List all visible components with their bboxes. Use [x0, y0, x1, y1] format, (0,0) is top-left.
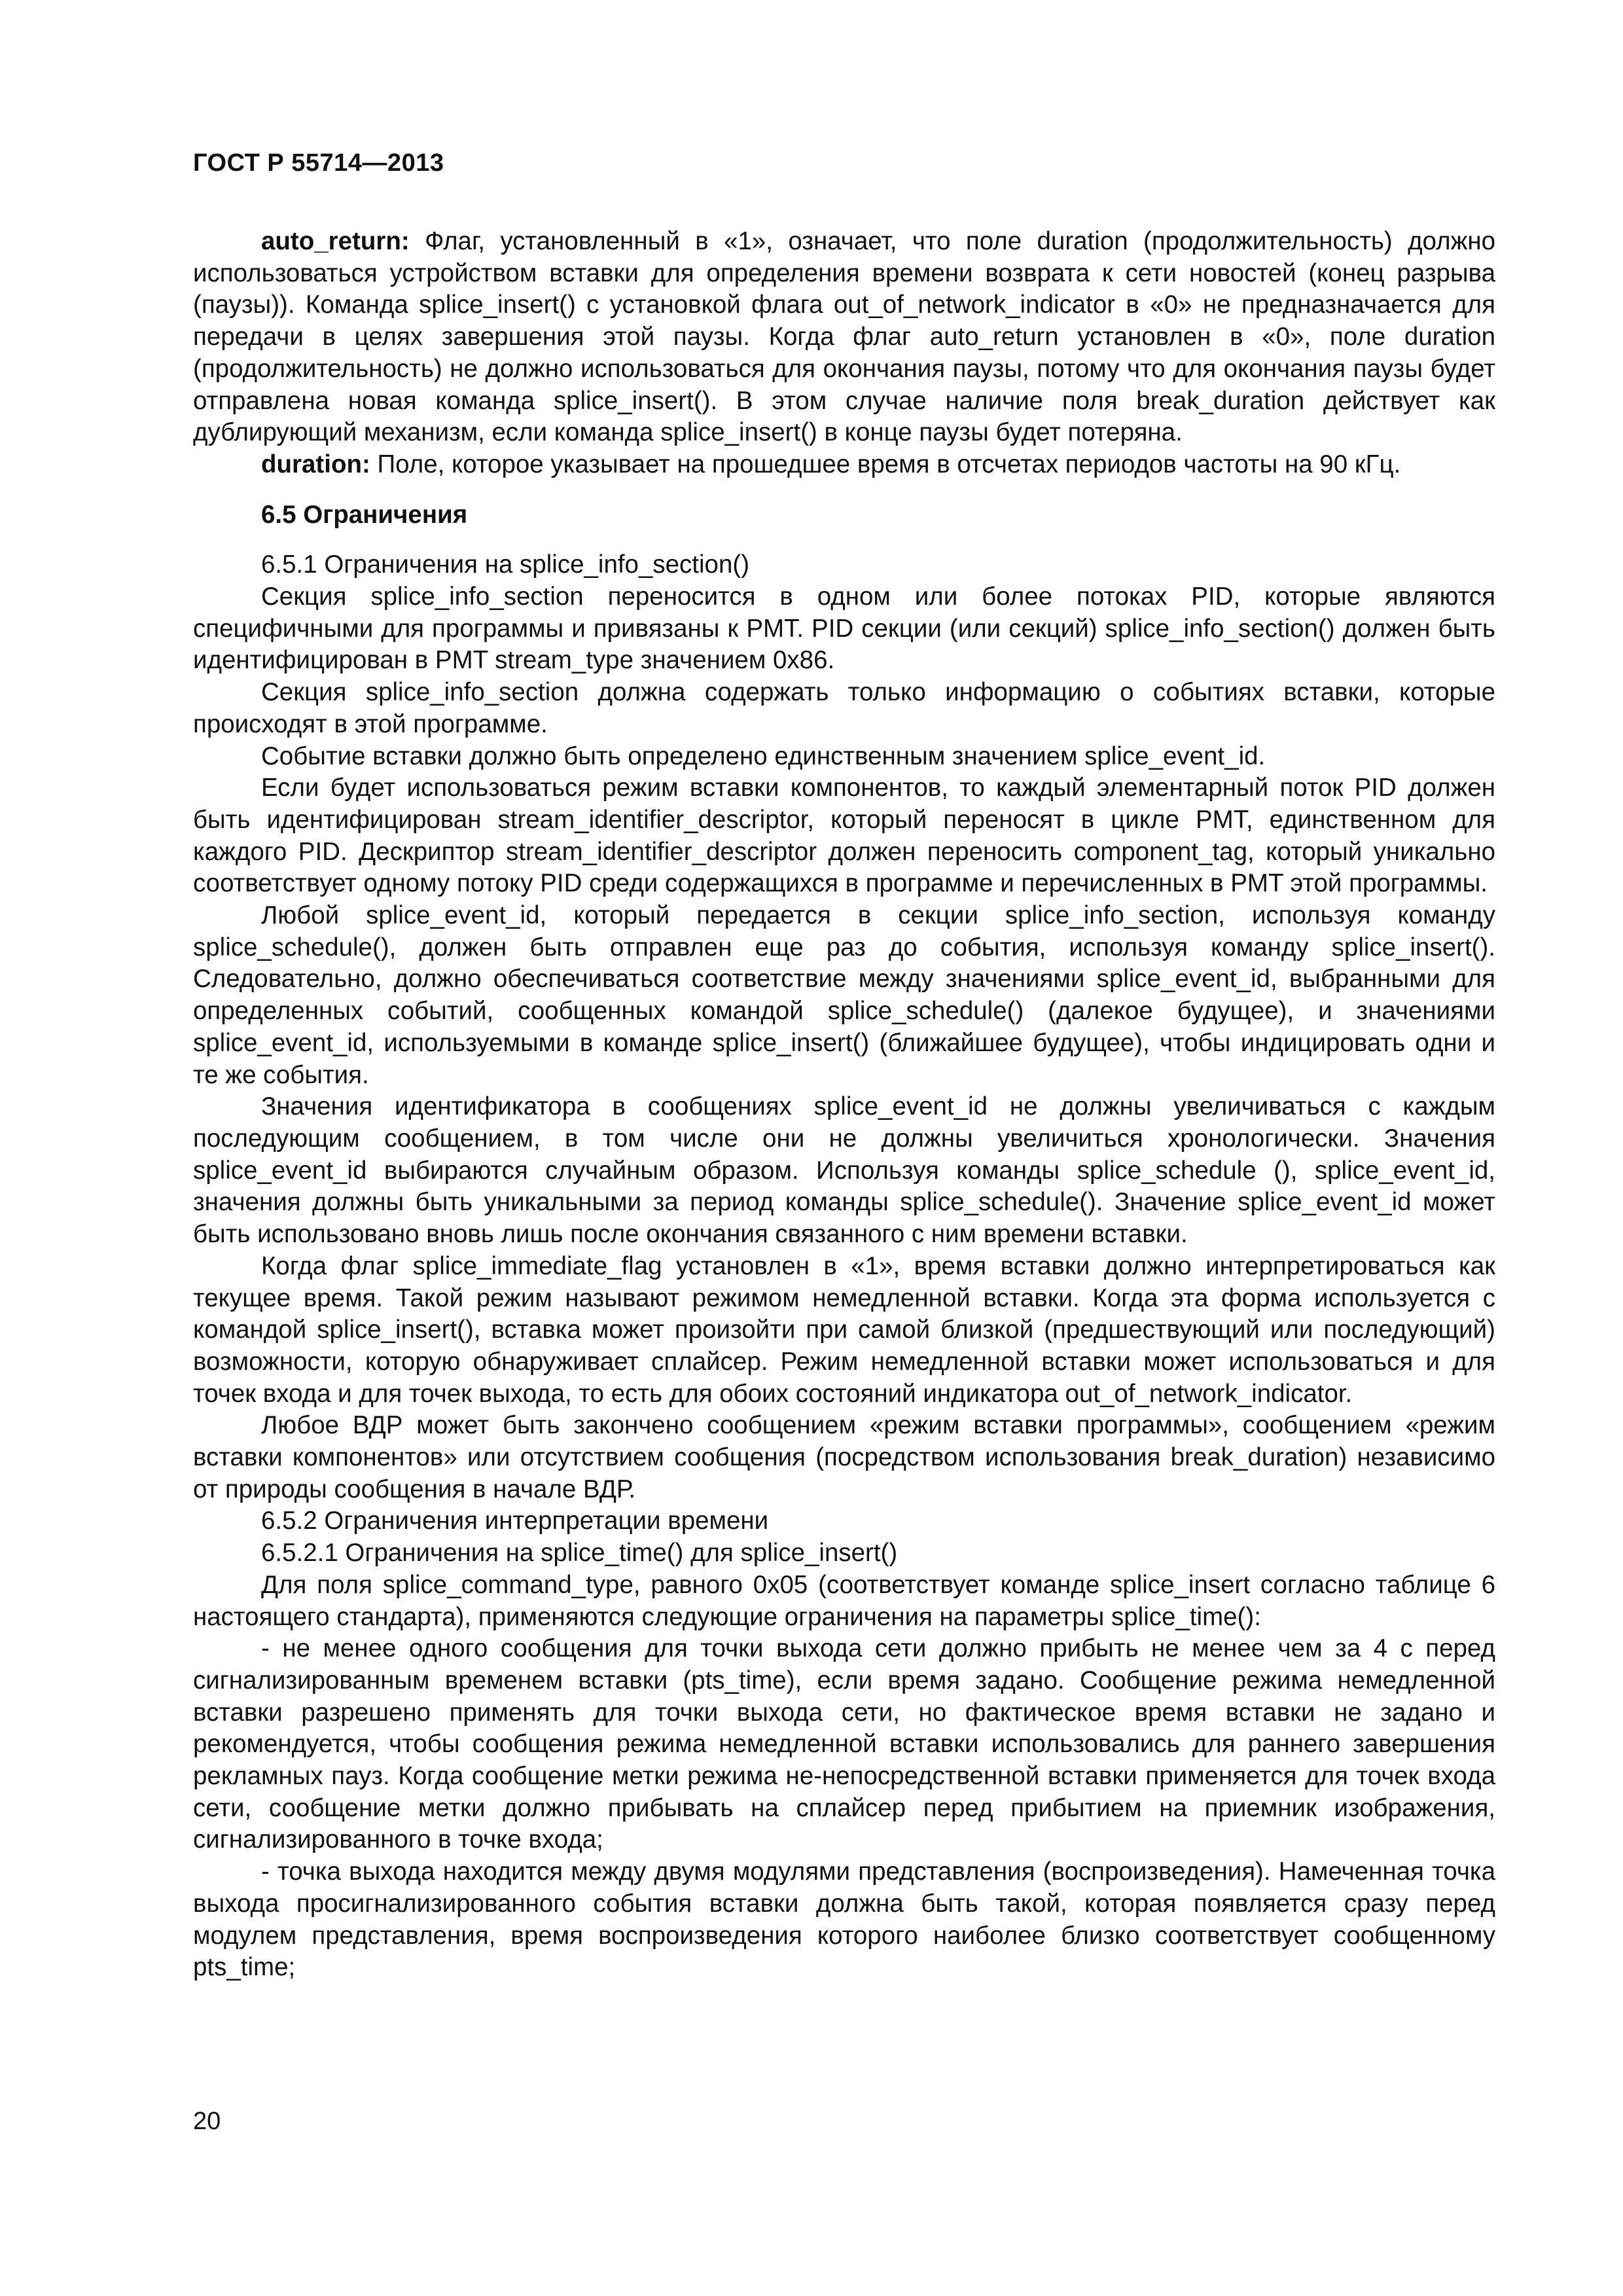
paragraph: Для поля splice_command_type, равного 0x05 (соответствует команде splice_insert согласно таблице 6 настоящего стандарта), применяются следующие ограничения на параметры splice_time():	[193, 1570, 1495, 1631]
subsection-heading: 6.5.1 Ограничения на splice_info_section()	[261, 550, 750, 579]
list-item: - точка выхода находится между двумя модулями представления (воспроизведения). Намеченная точка выхода просигнализированного события вставки должна быть такой, которая появляется сразу перед модулем представления, время воспроизведения которого наиболее близко соответствует сообщенному pts_time;	[193, 1857, 1495, 1982]
paragraph: Секция splice_info_section должна содержать только информацию о событиях вставки, которые происходят в этой программе.	[193, 678, 1495, 738]
subsection-heading: 6.5.2.1 Ограничения на splice_time() для splice_insert()	[261, 1539, 898, 1568]
paragraph: Событие вставки должно быть определено единственным значением splice_event_id.	[261, 742, 1266, 770]
document-header: ГОСТ Р 55714—2013	[193, 149, 444, 177]
paragraph: Секция splice_info_section переносится в одном или более потоках PID, которые являются специфичными для программы и привязаны к PMT. PID секции (или секций) splice_info_section() должен быть идентифицирован в PMT stream_type значением 0x86.	[193, 583, 1495, 675]
section-heading: 6.5 Ограничения	[261, 500, 468, 529]
paragraph: Значения идентификатора в сообщениях splice_event_id не должны увеличиваться с каждым последующим сообщением, в том числе они не должны увеличиться хронологически. Значения splice_event_id выбираются случайным образом. Используя команды splice_schedule (), splice_event_id, значения должны быть уникальными за период команды splice_schedule(). Значение splice_event_id может быть использовано вновь лишь после окончания связанного с ним времени вставки.	[193, 1092, 1495, 1249]
paragraph-text: Флаг, установленный в «1», означает, что поле duration (продолжительность) должно использоваться устройством вставки для определения времени возврата к сети новостей (конец разрыва (паузы)). Команда splice_insert() с установкой флага out_of_network_indicator в «0» не предназначается для передачи в целях завершения этой паузы. Когда флаг auto_return установлен в «0», поле duration (продолжительность) не должно использоваться для окончания паузы, потому что для окончания паузы будет отправлена новая команда splice_insert(). В этом случае наличие поля break_duration действует как дублирующий механизм, если команда splice_insert() в конце паузы будет потеряна.	[193, 227, 1495, 447]
paragraph: Когда флаг splice_immediate_flag установлен в «1», время вставки должно интерпретироваться как текущее время. Такой режим называют режимом немедленной вставки. Когда эта форма используется с командой splice_insert(), вставка может произойти при самой близкой (предшествующий или последующий) возможности, которую обнаруживает сплайсер. Режим немедленной вставки может использоваться и для точек входа и для точек выхода, то есть для обоих состояний индикатора out_of_network_indicator.	[193, 1251, 1495, 1408]
body-text	[193, 226, 1495, 1984]
page-number: 20	[193, 2108, 221, 2135]
paragraph: Любое ВДР может быть закончено сообщением «режим вставки программы», сообщением «режим вставки компонентов» или отсутствием сообщения (посредством использования break_duration) независимо от природы сообщения в начале ВДР.	[193, 1411, 1495, 1503]
term-label: duration:	[261, 450, 370, 478]
term-label: auto_return:	[261, 227, 410, 255]
paragraph-duration	[193, 449, 1495, 481]
list-item: - не менее одного сообщения для точки выхода сети должно прибыть не менее чем за 4 с перед сигнализированным временем вставки (pts_time), если время задано. Сообщение режима немедленной вставки разрешено применять для точки выхода сети, но фактическое время вставки не задано и рекомендуется, чтобы сообщения режима немедленной вставки использовались для раннего завершения рекламных пауз. Когда сообщение метки режима не-непосредственной вставки применяется для точек входа сети, сообщение метки должно прибывать на сплайсер перед прибытием на приемник изображения, сигнализированного в точке входа;	[193, 1634, 1495, 1854]
paragraph-auto-return	[193, 226, 1495, 449]
paragraph: Любой splice_event_id, который передается в секции splice_info_section, используя команду splice_schedule(), должен быть отправлен еще раз до события, используя команду splice_insert(). Следовательно, должно обеспечиваться соответствие между значениями splice_event_id, выбранными для определенных событий, сообщенных командой splice_schedule() (далекое будущее), и значениями splice_event_id, используемыми в команде splice_insert() (ближайшее будущее), чтобы индицировать одни и те же события.	[193, 901, 1495, 1089]
paragraph-text: Поле, которое указывает на прошедшее время в отсчетах периодов частоты на 90 кГц.	[370, 450, 1401, 478]
subsection-heading: 6.5.2 Ограничения интерпретации времени	[261, 1507, 769, 1535]
paragraph: Если будет использоваться режим вставки компонентов, то каждый элементарный поток PID должен быть идентифицирован stream_identifier_descriptor, который переносят в цикле PMT, единственном для каждого PID. Дескриптор stream_identifier_descriptor должен переносить component_tag, который уникально соответствует одному потоку PID среди содержащихся в программе и перечисленных в PMT этой программы.	[193, 774, 1495, 898]
